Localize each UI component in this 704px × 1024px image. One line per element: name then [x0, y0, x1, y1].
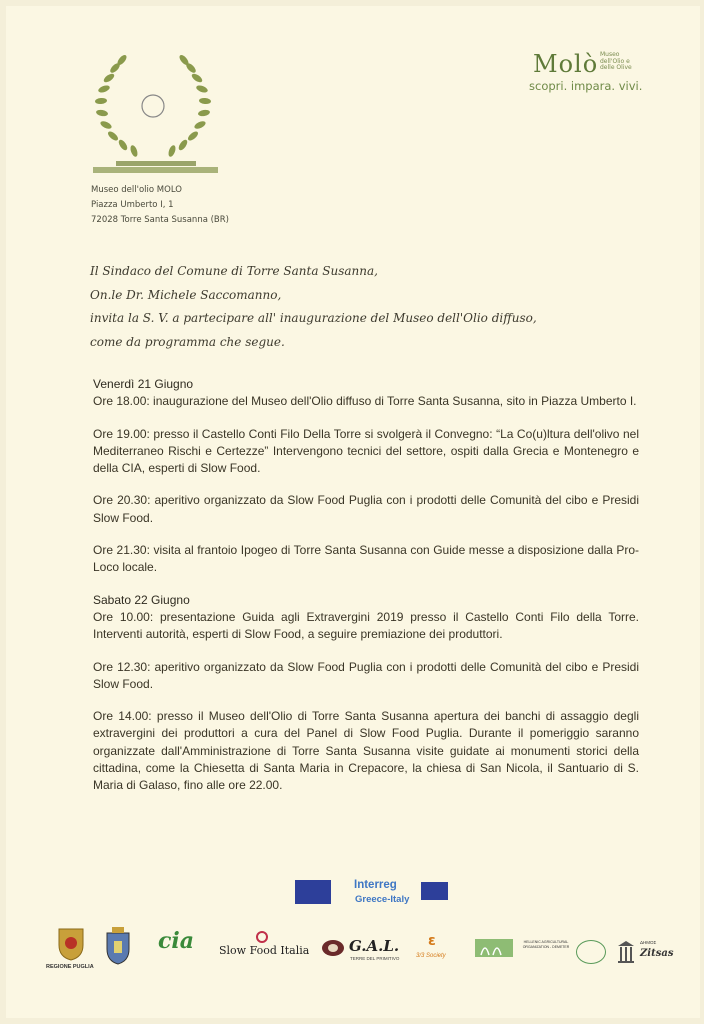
program: [93, 376, 639, 795]
invitation-text: [90, 260, 650, 354]
interreg-subtitle: Greece-Italy: [355, 894, 410, 905]
event-item: Ore 20.30: aperitivo organizzato da Slow Food Puglia con i prodotti delle Comunità del cibo e Presidi Slow Food.: [93, 493, 639, 525]
nagref-logo: [576, 940, 606, 964]
event-item: Ore 19.00: presso il Castello Conti Filo Della Torre si svolgerà il Convegno: “La Co(u)ltura dell'olivo nel Mediterraneo Rischi e Certezze” Intervengono tecnici del settore, ospiti dalla Grecia e Montenegro e della CIA, esperti di Slow Food.: [93, 426, 639, 476]
address-city: 72028 Torre Santa Susanna (BR): [91, 215, 229, 225]
zitsa-logo: Zitsas: [640, 948, 674, 959]
zitsa-top-label: ΔΗΜΟΣ: [640, 940, 657, 945]
molo-logo: Molò: [533, 50, 599, 78]
society-logo-mark: ε: [428, 933, 436, 949]
molo-slogan: scopri. impara. vivi.: [529, 79, 643, 93]
interreg-logo: Interreg: [354, 879, 397, 891]
gal-olive-icon: [320, 938, 346, 958]
society-label: 3/3 Society: [416, 953, 446, 959]
demeter-label: HELLENIC AGRICULTURAL ORGANIZATION - DEMETER: [522, 940, 570, 949]
gal-subtitle: TERRE DEL PRIMITIVO: [350, 956, 400, 961]
day-title: Venerdì 21 Giugno: [93, 377, 194, 391]
event-item: Ore 18.00: inaugurazione del Museo dell'Olio diffuso di Torre Santa Susanna, sito in Piazza Umberto I.: [93, 394, 637, 409]
regione-puglia-logo: [56, 925, 86, 961]
regione-puglia-label: REGIONE PUGLIA: [46, 964, 94, 970]
slow-food-italia-logo: Slow Food Italia: [219, 944, 310, 957]
zitsa-temple-icon: [617, 940, 635, 964]
demeter-logo: [475, 937, 515, 959]
molo-logo-subtitle: Museo dell'Olio e delle Olive: [600, 51, 632, 71]
invitation-line: Il Sindaco del Comune di Torre Santa Susanna,: [90, 264, 378, 278]
gal-logo: G.A.L.: [349, 937, 400, 955]
eu-flag-small-logo: [421, 882, 448, 900]
invitation-line: come da programma che segue.: [90, 334, 285, 349]
event-item: Ore 21.30: visita al frantoio Ipogeo di Torre Santa Susanna con Guide messe a disposizione dalla Pro-Loco locale.: [93, 543, 639, 575]
invitation-line: On.le Dr. Michele Saccomanno,: [90, 287, 282, 302]
snail-icon: [253, 931, 269, 943]
municipality-crest-logo: [104, 925, 132, 965]
museum-address: [91, 183, 229, 228]
molo-wreath-logo: [88, 40, 228, 175]
museum-name: Museo dell'olio MOLO: [91, 185, 182, 195]
address-street: Piazza Umberto I, 1: [91, 200, 174, 210]
event-item: Ore 10.00: presentazione Guida agli Extravergini 2019 presso il Castello Conti Filo della Torre. Interventi autorità, esperti di Slow Food, a seguire premiazione dei produttori.: [93, 609, 639, 642]
cia-logo: cia: [158, 928, 195, 954]
eu-flag-logo: [295, 880, 331, 904]
invitation-line: invita la S. V. a partecipare all' inaugurazione del Museo dell'Olio diffuso,: [90, 311, 537, 325]
event-item: Ore 14.00: presso il Museo dell'Olio di Torre Santa Susanna apertura dei banchi di assaggio degli extravergini dei produttori a cura del Panel di Slow Food Puglia. Durante il pomeriggio saranno organizzate dall'Amministrazione di Torre Santa Susanna visite guidate ai monumenti storici della cittadina, come la Chiesetta di Santa Maria in Crepacore, la chiesa di San Nicola, il Santuario di S. Maria di Galaso, fino alle ore 22.00.: [93, 709, 639, 793]
event-item: Ore 12.30: aperitivo organizzato da Slow Food Puglia con i prodotti delle Comunità del cibo e Presidi Slow Food.: [93, 659, 639, 691]
day-title: Sabato 22 Giugno: [93, 592, 190, 607]
